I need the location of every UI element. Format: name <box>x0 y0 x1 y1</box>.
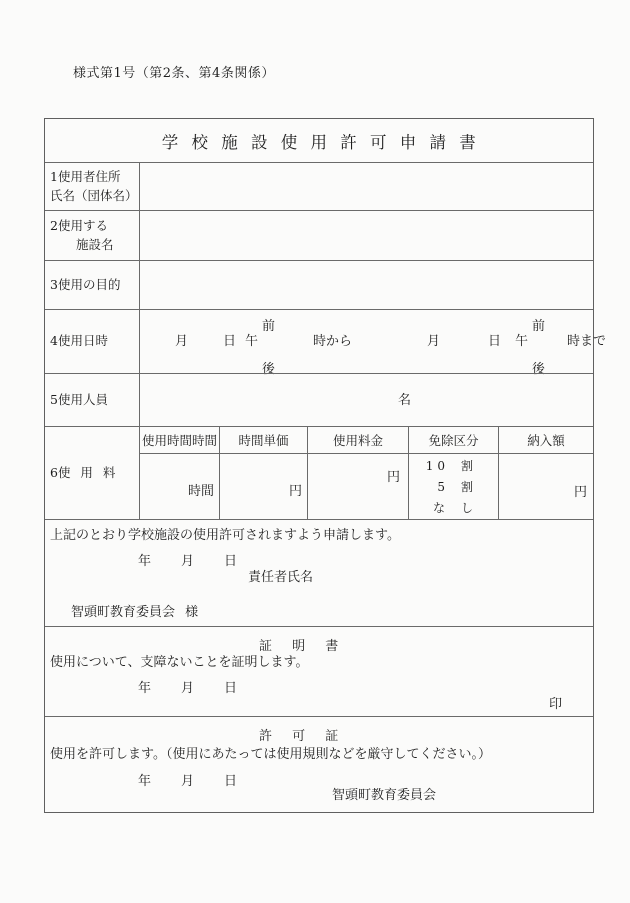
addressee-label: 智頭町教育委員会 様 <box>71 605 199 620</box>
certificate-month-label: 月 <box>181 681 195 696</box>
row-fee <box>45 426 593 519</box>
row-headcount-label <box>45 374 140 426</box>
permit-date-line <box>138 770 237 789</box>
exemption-none-unit: し <box>461 501 474 515</box>
row-purpose-label <box>45 261 140 309</box>
row-fee-label-text: 6使 用 料 <box>50 465 116 480</box>
start-month-label: 月 <box>175 334 189 349</box>
fee-header-hours: 使用時間時間 <box>140 427 220 453</box>
issuer-label: 智頭町教育委員会 <box>332 788 437 803</box>
form-number-note: 様式第1号（第2条、第4条関係） <box>73 66 275 81</box>
permit-statement: 使用を許可します。（使用にあたっては使用規則などを厳守してください。） <box>50 747 491 762</box>
fee-table <box>140 427 593 519</box>
fee-cell-fee <box>308 454 409 519</box>
end-noon-label: 午 <box>515 334 529 349</box>
row-facility <box>45 210 593 260</box>
fee-cell-hours <box>140 454 220 519</box>
application-statement: 上記のとおり学校施設の使用許可されますよう申請します。 <box>50 528 400 543</box>
start-day-label: 日 <box>223 334 237 349</box>
certificate-date-line <box>138 677 237 696</box>
end-pm-label: 後 <box>532 362 546 377</box>
exemption-none-value: な <box>432 501 449 515</box>
purpose-field <box>140 261 593 309</box>
row-applicant <box>45 162 593 210</box>
fee-header-exemption: 免除区分 <box>409 427 499 453</box>
exemption-10-value: 10 <box>425 459 449 473</box>
exemption-option-5 <box>409 477 498 498</box>
certificate-statement: 使用について、支障ないことを証明します。 <box>50 655 309 670</box>
permit-day-label: 日 <box>224 774 238 789</box>
application-day-label: 日 <box>224 554 238 569</box>
fee-table-data-row <box>140 454 593 519</box>
fee-cell-exemption <box>409 454 499 519</box>
exemption-option-10 <box>409 456 498 477</box>
end-hour-suffix: 時まで <box>567 334 607 349</box>
application-month-label: 月 <box>181 554 195 569</box>
applicant-signer-label: 責任者氏名 <box>248 570 314 585</box>
row-purpose <box>45 260 593 309</box>
fee-yen-label: 円 <box>386 470 400 485</box>
permit-year-label: 年 <box>138 774 152 789</box>
row-applicant-label <box>45 163 140 210</box>
hours-unit-label: 時間 <box>187 484 214 499</box>
exemption-5-value: 5 <box>437 480 449 494</box>
fee-header-paid-amount: 納入額 <box>527 433 565 448</box>
row-purpose-label-text: 3使用の目的 <box>50 276 121 292</box>
row-applicant-label-line2: 氏名（団体名） <box>50 187 138 203</box>
facility-field <box>140 211 593 260</box>
row-fee-label <box>45 427 140 519</box>
application-year-label: 年 <box>138 554 152 569</box>
unit-price-yen-label: 円 <box>288 484 302 499</box>
datetime-field <box>140 310 607 377</box>
exemption-5-unit: 割 <box>461 480 474 494</box>
row-facility-label-line1: 2使用する <box>50 218 108 233</box>
certificate-year-label: 年 <box>138 681 152 696</box>
form-title: 学 校 施 設 使 用 許 可 申 請 書 <box>161 132 477 152</box>
end-day-label: 日 <box>488 334 502 349</box>
application-statement-section <box>45 519 593 626</box>
certificate-day-label: 日 <box>224 681 238 696</box>
form-title-row <box>45 119 593 162</box>
row-datetime <box>45 309 607 377</box>
certificate-section <box>45 626 593 716</box>
row-applicant-label-line1: 1使用者住所 <box>50 169 121 184</box>
exemption-10-unit: 割 <box>461 459 474 473</box>
applicant-field <box>140 163 593 210</box>
row-facility-label-line2: 施設名 <box>76 236 114 252</box>
row-datetime-label <box>45 310 140 373</box>
row-headcount <box>45 373 593 426</box>
headcount-field <box>140 374 593 426</box>
application-date-line <box>138 550 237 569</box>
headcount-unit-label: 名 <box>398 393 412 408</box>
permit-section <box>45 716 593 814</box>
permit-month-label: 月 <box>181 774 195 789</box>
application-form-table <box>44 118 607 813</box>
certificate-title: 証 明 書 <box>259 639 339 654</box>
end-am-label: 前 <box>532 319 546 334</box>
exemption-option-none <box>409 498 498 519</box>
fee-cell-unit-price <box>220 454 308 519</box>
row-datetime-label-text: 4使用日時 <box>50 333 108 349</box>
start-noon-label: 午 <box>245 334 259 349</box>
permit-title: 許 可 証 <box>259 729 339 744</box>
paid-amount-yen-label: 円 <box>573 485 587 500</box>
row-facility-label <box>45 211 140 260</box>
fee-cell-paid-amount <box>499 454 593 519</box>
start-am-label: 前 <box>262 319 276 334</box>
fee-header-unit-price: 時間単価 <box>220 427 308 453</box>
row-headcount-label-text: 5使用人員 <box>50 391 108 407</box>
start-pm-label: 後 <box>262 362 276 377</box>
end-month-label: 月 <box>427 334 441 349</box>
fee-table-header <box>140 427 593 454</box>
seal-label: 印 <box>549 697 563 712</box>
fee-header-fee: 使用料金 <box>308 427 409 453</box>
start-hour-suffix: 時から <box>313 334 353 349</box>
